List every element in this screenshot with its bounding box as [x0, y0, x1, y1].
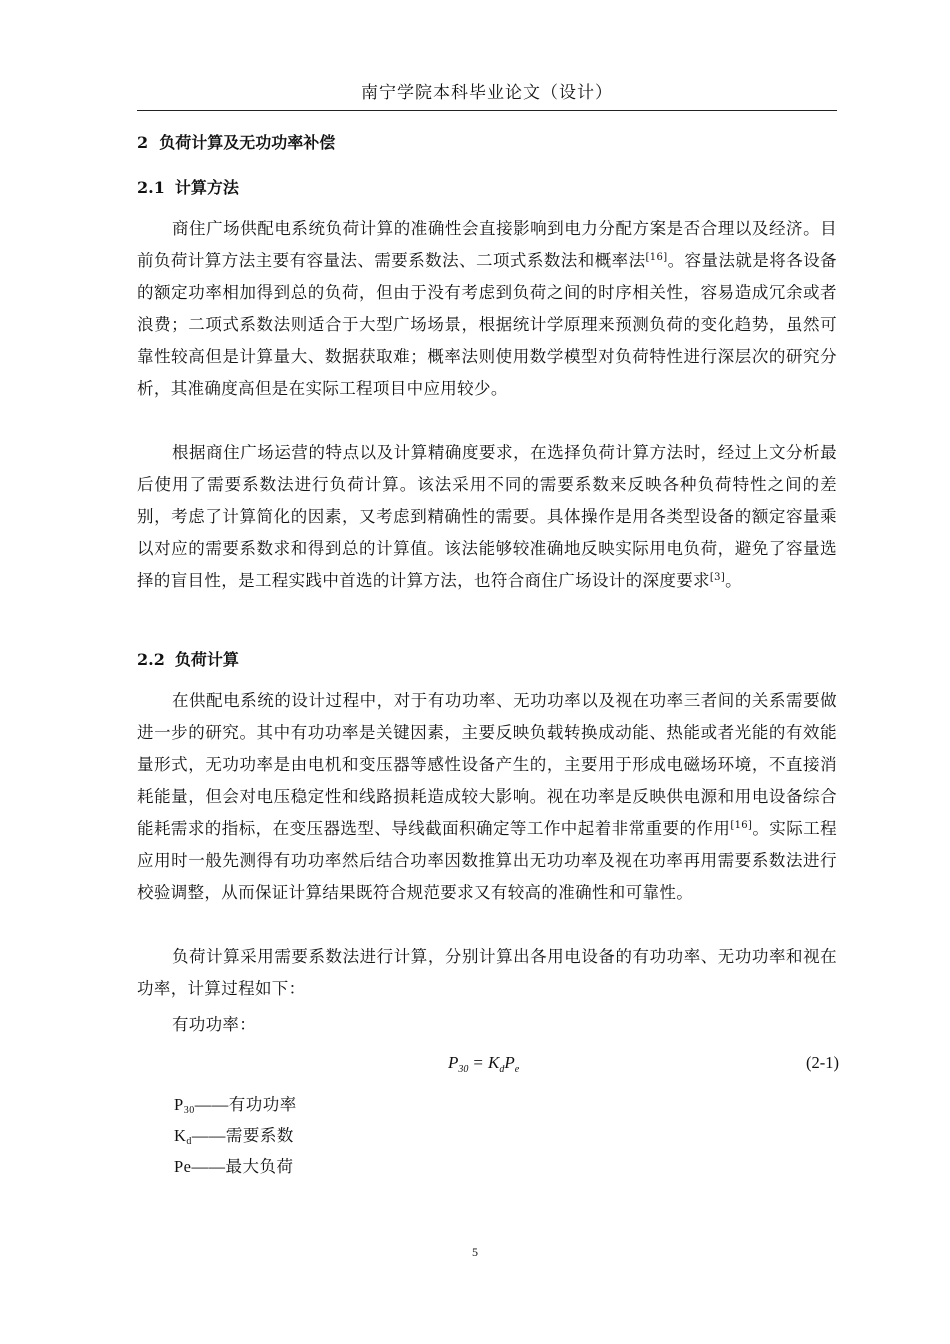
- subsection-heading-2-2: [137, 649, 239, 671]
- citation: [16]: [645, 252, 668, 263]
- definition-p30: $P_{30}——$有功功率: [174, 1095, 297, 1116]
- paragraph-methods-1: 商住广场供配电系统负荷计算的准确性会直接影响到电力分配方案是否合理以及经济。目前负荷计算方法主要有容量法、需要系数法、二项式系数法和概率法[16]。容量法就是将各设备的额定功率相加得到总的负荷，但由于没有考虑到负荷之间的时序相关性，容易造成冗余或者浪费；二项式系数法则适合于大型广场场景，根据统计学原理来预测负荷的变化趋势，虽然可靠性较高但是计算量大、数据获取难；概率法则使用数学模型对负荷特性进行深层次的研究分析，其准确度高但是在实际工程项目中应用较少。: [137, 219, 837, 398]
- running-header: 南宁学院本科毕业论文（设计）: [361, 83, 613, 103]
- subsection-number: 2.2: [137, 650, 165, 669]
- page-number: 5: [472, 1245, 478, 1259]
- section-number: 2: [137, 133, 149, 152]
- subsection-title: 负荷计算: [174, 650, 239, 669]
- citation: [16]: [730, 820, 753, 831]
- paragraph-load-1: 在供配电系统的设计过程中，对于有功功率、无功功率以及视在功率三者间的关系需要做进一步的研究。其中有功功率是关键因素，主要反映负载转换成动能、热能或者光能的有效能量形式，无功功率是由电机和变压器等感性设备产生的，主要用于形成电磁场环境，不直接消耗能量，但会对电压稳定性和线路损耗造成较大影响。视在功率是反映供电源和用电设备综合能耗需求的指标，在变压器选型、导线截面积确定等工作中起着非常重要的作用[16]。实际工程应用时一般先测得有功功率然后结合功率因数推算出无功功率及视在功率再用需要系数法进行校验调整，从而保证计算结果既符合规范要求又有较高的准确性和可靠性。: [137, 691, 838, 902]
- formula-2-1: $P_{30} = K_dP_e$: [448, 1053, 520, 1075]
- definition-pe: Pe——最大负荷: [174, 1157, 294, 1176]
- paragraph-methods-2: 根据商住广场运营的特点以及计算精确度要求，在选择负荷计算方法时，经过上文分析最后使用了需要系数法进行负荷计算。该法采用不同的需要系数来反映各种负荷特性之间的差别，考虑了计算简化的因素，又考虑到精确性的需要。具体操作是用各类型设备的额定容量乘以对应的需要系数求和得到总的计算值。该法能够较准确地反映实际用电负荷，避免了容量选择的盲目性，是工程实践中首选的计算方法，也符合商住广场设计的深度要求[3]。: [137, 443, 837, 590]
- active-power-label: 有功功率：: [172, 1015, 256, 1034]
- section-title: 负荷计算及无功功率补偿: [159, 133, 336, 152]
- section-heading: [137, 132, 335, 154]
- paragraph-load-2: 负荷计算采用需要系数法进行计算，分别计算出各用电设备的有功功率、无功功率和视在功率，计算过程如下：: [137, 947, 837, 998]
- subsection-heading-2-1: [137, 177, 239, 199]
- citation: [3]: [709, 572, 726, 583]
- subsection-title: 计算方法: [174, 178, 239, 197]
- subsection-number: 2.1: [137, 178, 165, 197]
- equation-number: (2-1): [806, 1053, 839, 1072]
- header-rule: [137, 110, 837, 111]
- definition-kd: $K_d——$需要系数: [174, 1126, 294, 1147]
